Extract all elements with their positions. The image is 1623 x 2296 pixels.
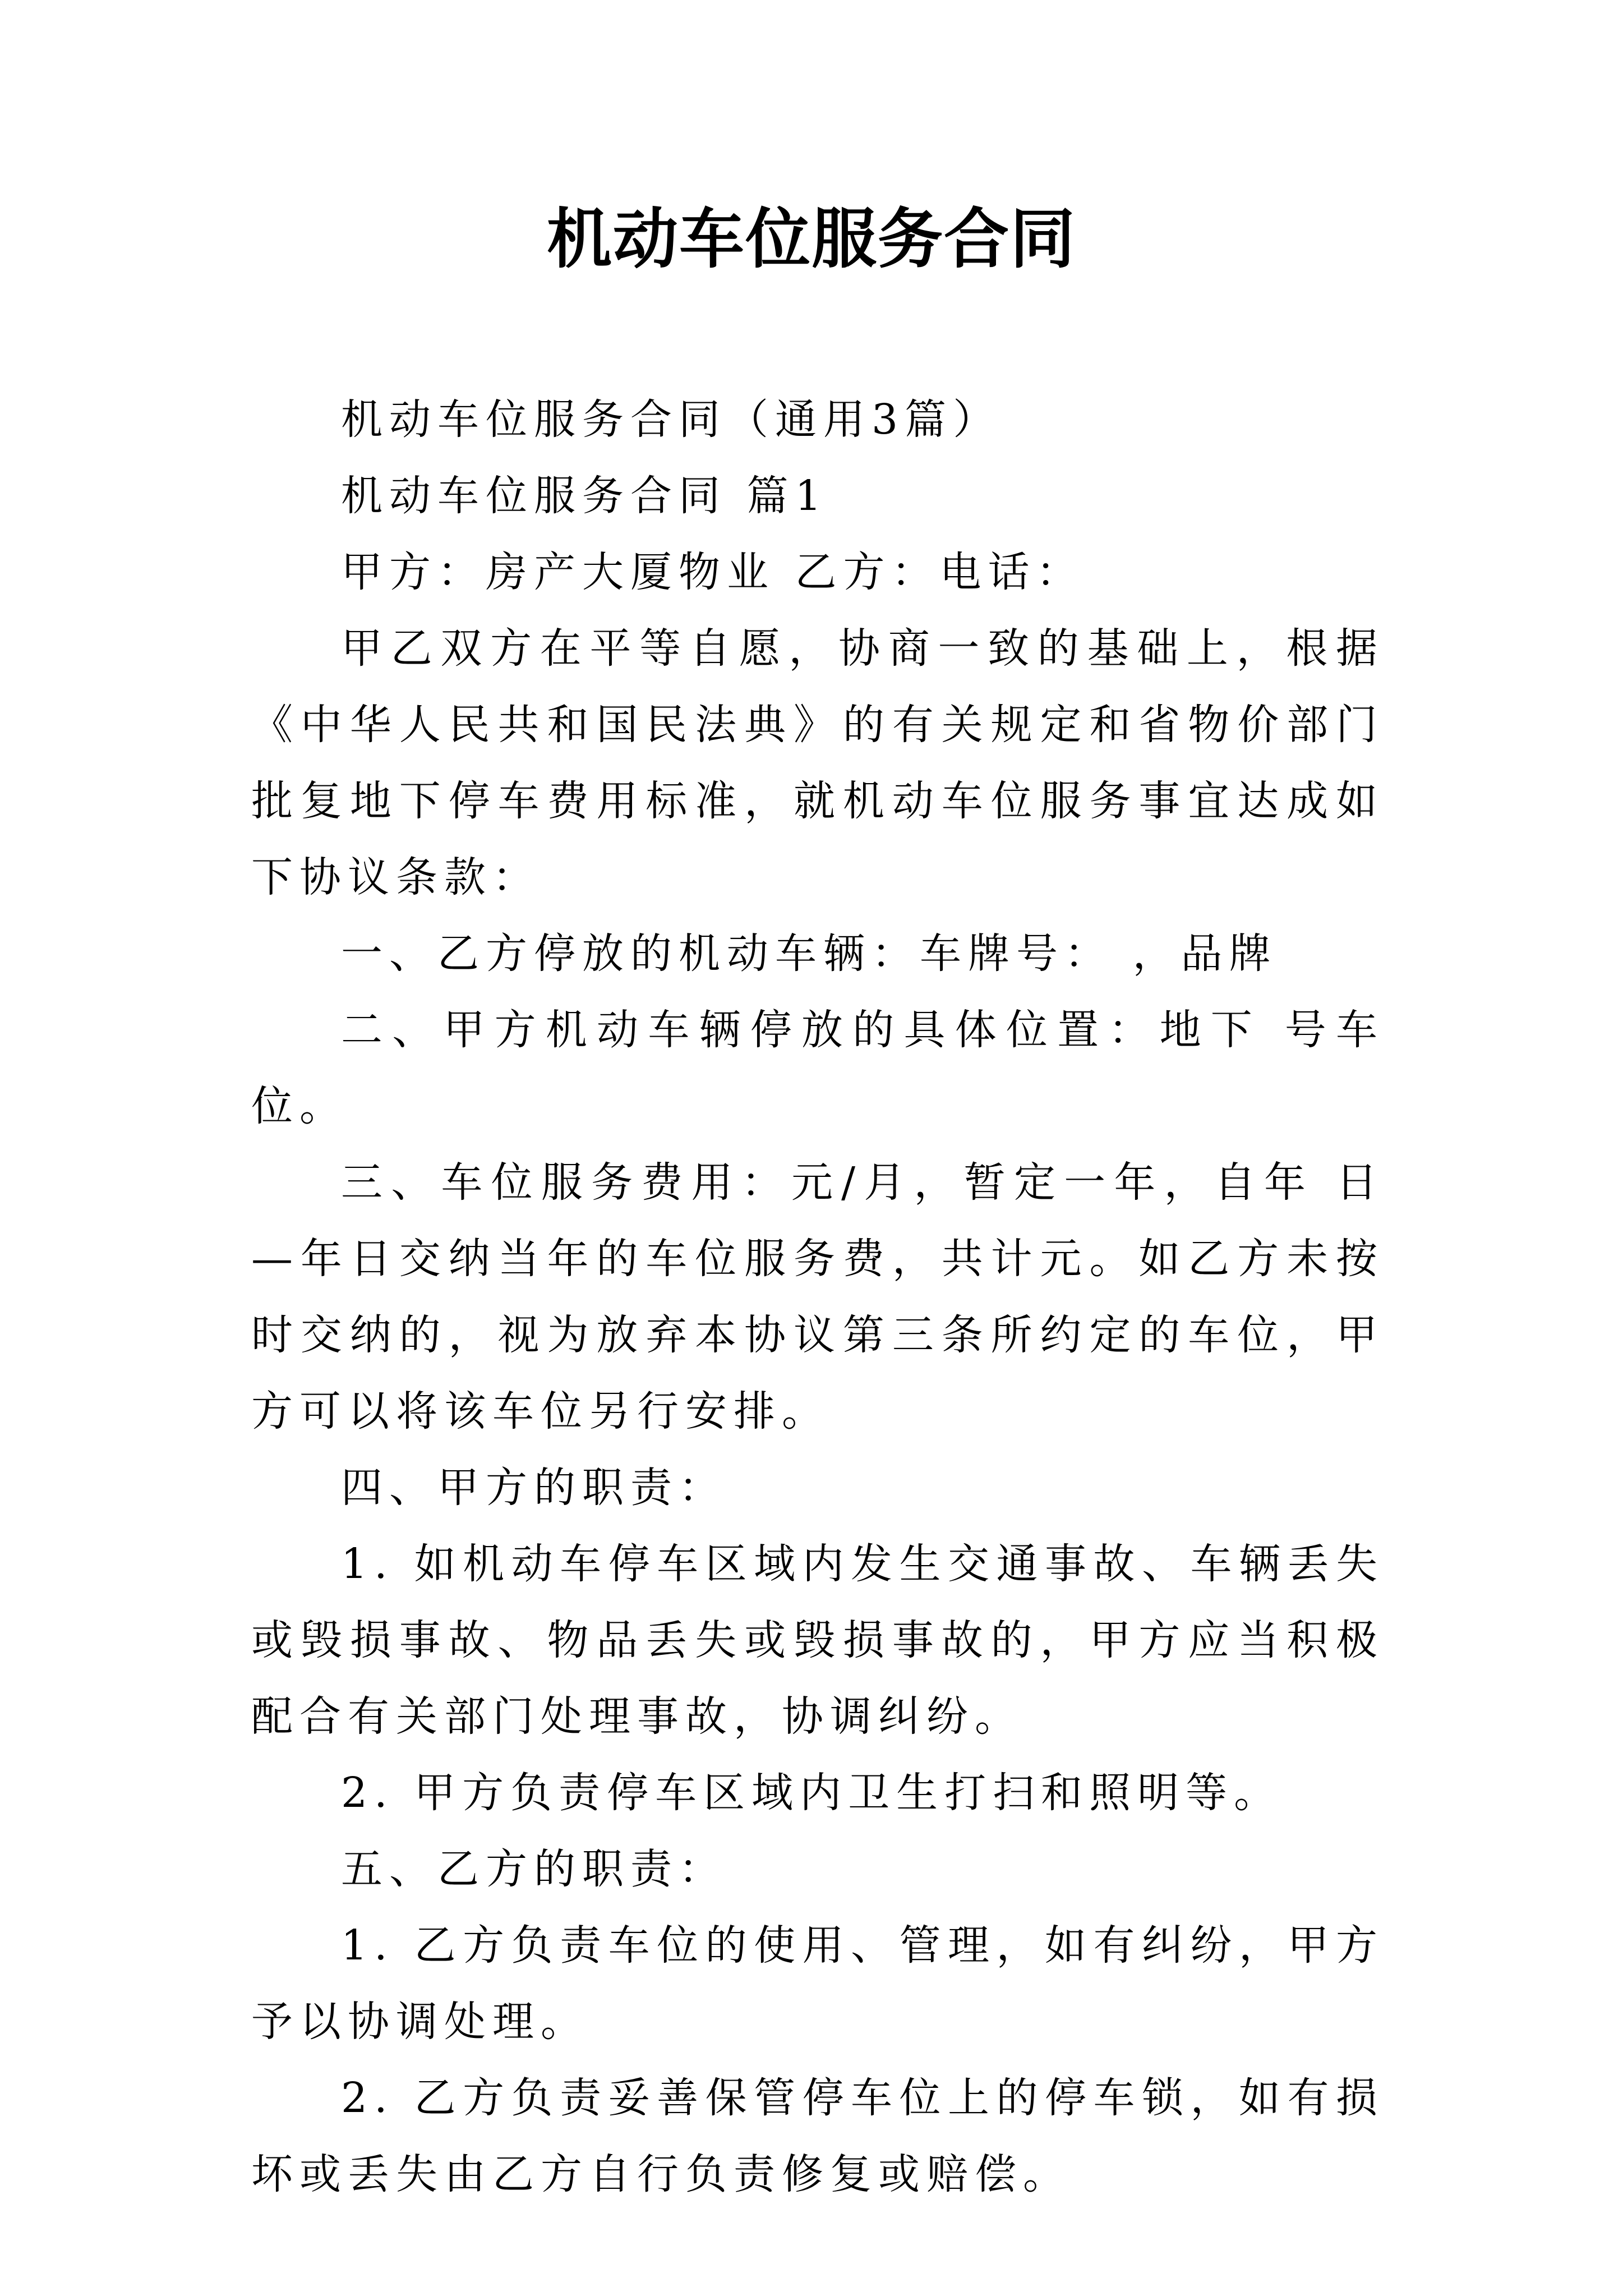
paragraph-subtitle: 机动车位服务合同（通用3篇） [341, 395, 1002, 444]
paragraph-parties: 甲方：房产大厦物业 乙方：电话： [341, 548, 1085, 596]
document-title: 机动车位服务合同 [547, 201, 1076, 277]
paragraph-clause-4-item-1: 1. 如机动车停车区域内发生交通事故、车辆丢失或毁损事故、物品丢失或毁损事故的，甲方应当积极配合有关部门处理事故，协调纠纷。 [251, 1540, 1384, 1741]
document-body [251, 381, 1384, 2212]
paragraph-clause-5-item-1: 1. 乙方负责车位的使用、管理，如有纠纷，甲方予以协调处理。 [251, 1921, 1384, 2046]
paragraph-clause-3: 三、车位服务费用：元/月，暂定一年，自年 日—年日交纳当年的车位服务费，共计元。如乙方未按时交纳的，视为放弃本协议第三条所约定的车位，甲方可以将该车位另行安排。 [251, 1158, 1384, 1435]
paragraph-section-heading: 机动车位服务合同 篇1 [341, 472, 828, 520]
paragraph-clause-4-heading: 四、甲方的职责： [341, 1464, 727, 1512]
paragraph-clause-4-item-2: 2. 甲方负责停车区域内卫生打扫和照明等。 [341, 1769, 1283, 1817]
paragraph-clause-5-item-2: 2. 乙方负责妥善保管停车位上的停车锁，如有损坏或丢失由乙方自行负责修复或赔偿。 [251, 2074, 1384, 2198]
paragraph-clause-5-heading: 五、乙方的职责： [341, 1845, 727, 1893]
paragraph-clause-1: 一、乙方停放的机动车辆：车牌号： ，品牌 [341, 930, 1278, 978]
paragraph-clause-2: 二、甲方机动车辆停放的具体位置：地下 号车位。 [251, 1006, 1384, 1130]
paragraph-preamble: 甲乙双方在平等自愿，协商一致的基础上，根据《中华人民共和国民法典》的有关规定和省物价部门批复地下停车费用标准，就机动车位服务事宜达成如下协议条款： [251, 624, 1384, 901]
